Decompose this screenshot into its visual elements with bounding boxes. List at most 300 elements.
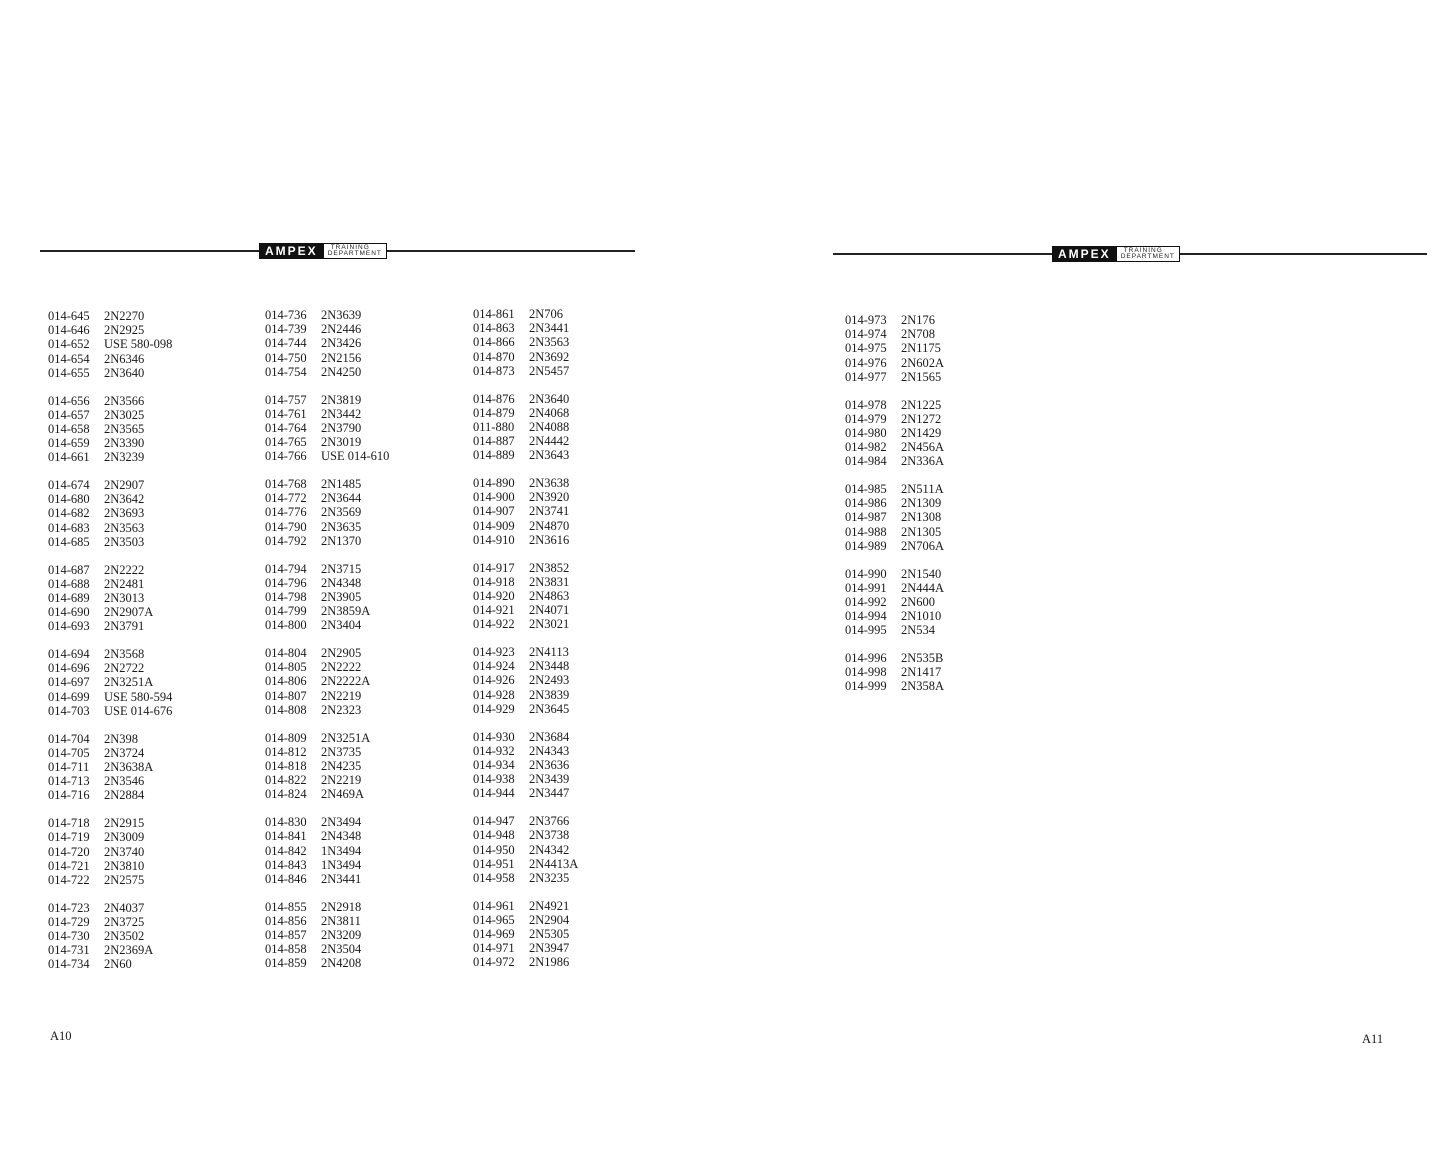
ampex-part-number: 014-792 xyxy=(265,533,307,548)
part-entry xyxy=(48,450,172,464)
jedec-equivalent: 2N3947 xyxy=(529,941,570,956)
part-group xyxy=(473,730,578,801)
part-entry xyxy=(265,421,389,435)
ampex-part-number: 014-889 xyxy=(473,448,515,463)
part-entry xyxy=(48,366,172,380)
ampex-part-number: 014-689 xyxy=(48,590,90,605)
ampex-part-number: 014-731 xyxy=(48,943,90,958)
part-entry xyxy=(265,520,389,534)
ampex-part-number: 014-697 xyxy=(48,675,90,690)
jedec-equivalent: 2N4442 xyxy=(529,434,570,449)
part-entry xyxy=(265,928,389,942)
jedec-equivalent: 2N2575 xyxy=(104,872,145,887)
ampex-part-number: 014-923 xyxy=(473,645,515,660)
jedec-equivalent: 2N3251A xyxy=(104,675,154,690)
part-entry xyxy=(845,327,944,341)
part-entry xyxy=(265,505,389,519)
part-entry xyxy=(265,576,389,590)
part-entry xyxy=(48,830,172,844)
ampex-part-number: 014-690 xyxy=(48,605,90,620)
part-group xyxy=(265,815,389,886)
jedec-equivalent: 2N4348 xyxy=(321,829,362,844)
part-entry xyxy=(265,815,389,829)
jedec-equivalent: 2N3565 xyxy=(104,421,145,436)
part-entry xyxy=(48,915,172,929)
part-entry xyxy=(265,900,389,914)
part-entry xyxy=(473,772,578,786)
ampex-part-number: 014-652 xyxy=(48,337,90,352)
jedec-equivalent: 2N3404 xyxy=(321,618,362,633)
jedec-equivalent: 2N3439 xyxy=(529,772,570,787)
part-entry xyxy=(265,618,389,632)
jedec-equivalent: 2N3441 xyxy=(321,871,362,886)
ampex-part-number: 014-930 xyxy=(473,729,515,744)
jedec-equivalent: 2N1272 xyxy=(901,411,942,426)
ampex-part-number: 014-958 xyxy=(473,870,515,885)
part-entry xyxy=(265,449,389,463)
ampex-part-number: 014-890 xyxy=(473,476,515,491)
part-entry xyxy=(265,477,389,491)
part-group xyxy=(845,482,944,553)
ampex-part-number: 014-657 xyxy=(48,407,90,422)
jedec-equivalent: 2N456A xyxy=(901,440,945,455)
ampex-part-number: 014-818 xyxy=(265,758,307,773)
jedec-equivalent: 2N1308 xyxy=(901,510,942,525)
part-entry xyxy=(265,787,389,801)
ampex-part-number: 014-984 xyxy=(845,454,887,469)
jedec-equivalent: 2N3859A xyxy=(321,604,371,619)
jedec-equivalent: 2N2270 xyxy=(104,309,145,323)
ampex-part-number: 014-646 xyxy=(48,323,90,338)
ampex-part-number: 014-704 xyxy=(48,731,90,746)
part-entry xyxy=(473,533,578,547)
part-group xyxy=(473,392,578,463)
ampex-part-number: 014-659 xyxy=(48,436,90,451)
ampex-part-number: 014-859 xyxy=(265,956,307,971)
part-entry xyxy=(48,591,172,605)
part-group xyxy=(48,816,172,887)
department-line1: TRAINING xyxy=(330,243,370,251)
ampex-logo xyxy=(1052,246,1180,262)
ampex-part-number: 014-857 xyxy=(265,928,307,943)
jedec-equivalent: 2N3684 xyxy=(529,729,570,744)
part-entry xyxy=(48,605,172,619)
jedec-equivalent: 2N3566 xyxy=(104,393,145,408)
ampex-part-number: 014-907 xyxy=(473,504,515,519)
jedec-equivalent: 2N3235 xyxy=(529,870,570,885)
ampex-part-number: 014-711 xyxy=(48,759,90,774)
part-entry xyxy=(845,412,944,426)
part-entry xyxy=(845,496,944,510)
page-number: A10 xyxy=(50,1029,72,1043)
jedec-equivalent: 2N398 xyxy=(104,731,139,746)
part-entry xyxy=(845,356,944,370)
part-entry xyxy=(473,350,578,364)
jedec-equivalent: 2N3239 xyxy=(104,450,145,465)
jedec-equivalent: 2N1309 xyxy=(901,496,942,511)
part-entry xyxy=(473,392,578,406)
ampex-part-number: 014-920 xyxy=(473,588,515,603)
jedec-equivalent: 2N2222 xyxy=(321,660,362,675)
ampex-part-number: 014-998 xyxy=(845,665,887,680)
ampex-part-number: 014-918 xyxy=(473,574,515,589)
ampex-part-number: 011-880 xyxy=(473,419,515,434)
ampex-part-number: 014-995 xyxy=(845,623,887,638)
ampex-part-number: 014-994 xyxy=(845,609,887,624)
part-entry xyxy=(265,844,389,858)
part-entry xyxy=(48,774,172,788)
part-entry xyxy=(265,646,389,660)
ampex-part-number: 014-744 xyxy=(265,336,307,351)
part-entry xyxy=(265,534,389,548)
ampex-part-number: 014-798 xyxy=(265,589,307,604)
jedec-equivalent: 2N3568 xyxy=(104,647,145,662)
jedec-equivalent: 2N3503 xyxy=(104,534,145,549)
jedec-equivalent: 2N3638 xyxy=(529,476,570,491)
ampex-part-number: 014-988 xyxy=(845,524,887,539)
ampex-part-number: 014-873 xyxy=(473,363,515,378)
ampex-part-number: 014-804 xyxy=(265,646,307,661)
part-entry xyxy=(845,525,944,539)
ampex-part-number: 014-674 xyxy=(48,478,90,493)
part-entry xyxy=(48,309,172,323)
ampex-part-number: 014-739 xyxy=(265,322,307,337)
ampex-part-number: 014-985 xyxy=(845,482,887,497)
ampex-part-number: 014-921 xyxy=(473,603,515,618)
jedec-equivalent: 2N2446 xyxy=(321,322,362,337)
ampex-part-number: 014-764 xyxy=(265,420,307,435)
jedec-equivalent: 2N3766 xyxy=(529,814,570,829)
ampex-part-number: 014-978 xyxy=(845,397,887,412)
ampex-part-number: 014-861 xyxy=(473,307,515,321)
part-group xyxy=(48,901,172,972)
ampex-part-number: 014-824 xyxy=(265,787,307,802)
jedec-equivalent: 2N2907A xyxy=(104,605,154,620)
part-entry xyxy=(265,491,389,505)
ampex-part-number: 014-917 xyxy=(473,560,515,575)
jedec-equivalent: 2N3811 xyxy=(321,913,361,928)
part-entry xyxy=(845,341,944,355)
part-entry xyxy=(473,335,578,349)
part-entry xyxy=(265,858,389,872)
jedec-equivalent: 2N3504 xyxy=(321,942,362,957)
ampex-part-number: 014-703 xyxy=(48,703,90,718)
jedec-equivalent: 2N4413A xyxy=(529,856,579,871)
part-entry xyxy=(265,590,389,604)
part-entry xyxy=(48,788,172,802)
part-entry xyxy=(473,786,578,800)
ampex-part-number: 014-855 xyxy=(265,899,307,914)
part-entry xyxy=(845,665,944,679)
jedec-equivalent: 2N2722 xyxy=(104,661,145,676)
part-entry xyxy=(265,393,389,407)
jedec-equivalent: 2N3791 xyxy=(104,619,145,634)
jedec-equivalent: 2N2323 xyxy=(321,702,362,717)
ampex-part-number: 014-980 xyxy=(845,425,887,440)
jedec-equivalent: 2N2369A xyxy=(104,943,154,958)
ampex-part-number: 014-938 xyxy=(473,772,515,787)
part-entry xyxy=(48,943,172,957)
jedec-equivalent: 2N706A xyxy=(901,538,945,553)
part-entry xyxy=(845,651,944,665)
jedec-equivalent: 2N3644 xyxy=(321,491,362,506)
jedec-equivalent: 2N4342 xyxy=(529,842,570,857)
jedec-equivalent: 2N3819 xyxy=(321,392,362,407)
part-entry xyxy=(473,744,578,758)
jedec-equivalent: USE 014-610 xyxy=(321,449,390,464)
ampex-part-number: 014-870 xyxy=(473,349,515,364)
jedec-equivalent: 2N5305 xyxy=(529,927,570,942)
part-group xyxy=(265,646,389,717)
jedec-equivalent: 2N3905 xyxy=(321,589,362,604)
ampex-part-number: 014-961 xyxy=(473,898,515,913)
part-entry xyxy=(265,604,389,618)
ampex-part-number: 014-790 xyxy=(265,519,307,534)
jedec-equivalent: 2N176 xyxy=(901,313,936,327)
part-entry xyxy=(845,440,944,454)
part-entry xyxy=(473,617,578,631)
jedec-equivalent: 2N3692 xyxy=(529,349,570,364)
part-entry xyxy=(265,829,389,843)
jedec-equivalent: 2N3441 xyxy=(529,321,570,336)
ampex-part-number: 014-991 xyxy=(845,580,887,595)
part-group xyxy=(48,478,172,549)
department-label xyxy=(1117,246,1180,262)
brand-name: AMPEX xyxy=(259,243,324,259)
part-group xyxy=(473,645,578,716)
ampex-part-number: 014-729 xyxy=(48,914,90,929)
part-entry xyxy=(473,490,578,504)
jedec-equivalent: 2N3426 xyxy=(321,336,362,351)
department-line2: DEPARTMENT xyxy=(327,250,382,257)
ampex-part-number: 014-776 xyxy=(265,505,307,520)
department-label xyxy=(324,243,387,259)
ampex-part-number: 014-722 xyxy=(48,872,90,887)
part-entry xyxy=(48,521,172,535)
jedec-equivalent: 2N358A xyxy=(901,679,945,694)
part-group xyxy=(48,563,172,634)
part-entry xyxy=(473,307,578,321)
jedec-equivalent: 2N3502 xyxy=(104,929,145,944)
ampex-part-number: 014-730 xyxy=(48,929,90,944)
part-entry xyxy=(473,476,578,490)
ampex-part-number: 014-909 xyxy=(473,518,515,533)
jedec-equivalent: 2N2222 xyxy=(104,562,145,577)
ampex-part-number: 014-944 xyxy=(473,786,515,801)
part-group xyxy=(473,899,578,970)
ampex-part-number: 014-705 xyxy=(48,745,90,760)
jedec-equivalent: USE 580-098 xyxy=(104,337,173,352)
ampex-part-number: 014-975 xyxy=(845,341,887,356)
part-entry xyxy=(473,406,578,420)
part-entry xyxy=(473,561,578,575)
ampex-part-number: 014-750 xyxy=(265,350,307,365)
part-entry xyxy=(473,673,578,687)
part-entry xyxy=(473,828,578,842)
ampex-part-number: 014-800 xyxy=(265,618,307,633)
ampex-part-number: 014-929 xyxy=(473,701,515,716)
part-group xyxy=(265,562,389,633)
ampex-part-number: 014-794 xyxy=(265,561,307,576)
ampex-part-number: 014-996 xyxy=(845,651,887,666)
part-group xyxy=(473,561,578,632)
part-group xyxy=(48,647,172,718)
department-line1: TRAINING xyxy=(1123,246,1163,254)
part-entry xyxy=(845,581,944,595)
jedec-equivalent: 2N706 xyxy=(529,307,564,321)
part-group xyxy=(265,900,389,971)
jedec-equivalent: 2N2925 xyxy=(104,323,145,338)
jedec-equivalent: 2N3839 xyxy=(529,687,570,702)
jedec-equivalent: 2N3448 xyxy=(529,659,570,674)
part-entry xyxy=(48,647,172,661)
ampex-part-number: 014-688 xyxy=(48,576,90,591)
part-entry xyxy=(473,899,578,913)
jedec-equivalent: 2N708 xyxy=(901,327,936,342)
jedec-equivalent: 2N3635 xyxy=(321,519,362,534)
ampex-part-number: 014-656 xyxy=(48,393,90,408)
jedec-equivalent: 2N3645 xyxy=(529,701,570,716)
part-entry xyxy=(473,955,578,969)
jedec-equivalent: 2N3025 xyxy=(104,407,145,422)
ampex-part-number: 014-950 xyxy=(473,842,515,857)
jedec-equivalent: 2N3724 xyxy=(104,745,145,760)
part-entry xyxy=(48,577,172,591)
jedec-equivalent: USE 580-594 xyxy=(104,689,173,704)
jedec-equivalent: 2N2219 xyxy=(321,688,362,703)
jedec-equivalent: 2N2915 xyxy=(104,816,145,831)
ampex-logo xyxy=(259,243,387,259)
part-entry xyxy=(473,575,578,589)
part-entry xyxy=(473,913,578,927)
part-entry xyxy=(48,901,172,915)
jedec-equivalent: 2N2884 xyxy=(104,788,145,803)
ampex-part-number: 014-713 xyxy=(48,774,90,789)
part-group xyxy=(265,308,389,379)
jedec-equivalent: 2N3616 xyxy=(529,532,570,547)
jedec-equivalent: 2N1175 xyxy=(901,341,941,356)
part-group xyxy=(48,309,172,380)
part-entry xyxy=(48,323,172,337)
ampex-part-number: 014-655 xyxy=(48,365,90,380)
part-entry xyxy=(473,321,578,335)
jedec-equivalent: 2N3021 xyxy=(529,617,570,632)
ampex-part-number: 014-934 xyxy=(473,757,515,772)
parts-column xyxy=(473,307,578,983)
jedec-equivalent: 2N2222A xyxy=(321,674,371,689)
ampex-part-number: 014-687 xyxy=(48,562,90,577)
part-entry xyxy=(48,535,172,549)
jedec-equivalent: 2N3447 xyxy=(529,786,570,801)
ampex-part-number: 014-887 xyxy=(473,434,515,449)
jedec-equivalent: 2N2907 xyxy=(104,478,145,493)
part-entry xyxy=(48,352,172,366)
part-entry xyxy=(845,567,944,581)
part-entry xyxy=(473,730,578,744)
part-entry xyxy=(265,759,389,773)
ampex-part-number: 014-989 xyxy=(845,538,887,553)
part-group xyxy=(48,394,172,465)
part-entry xyxy=(473,702,578,716)
jedec-equivalent: 2N3740 xyxy=(104,844,145,859)
ampex-part-number: 014-723 xyxy=(48,900,90,915)
ampex-part-number: 014-900 xyxy=(473,490,515,505)
jedec-equivalent: 2N3009 xyxy=(104,830,145,845)
ampex-part-number: 014-982 xyxy=(845,440,887,455)
part-entry xyxy=(473,941,578,955)
ampex-part-number: 014-661 xyxy=(48,450,90,465)
jedec-equivalent: 2N3640 xyxy=(529,391,570,406)
ampex-part-number: 014-971 xyxy=(473,941,515,956)
jedec-equivalent: 2N3638A xyxy=(104,759,154,774)
jedec-equivalent: 2N3735 xyxy=(321,744,362,759)
jedec-equivalent: 2N4863 xyxy=(529,588,570,603)
ampex-part-number: 014-879 xyxy=(473,405,515,420)
part-group xyxy=(473,476,578,547)
part-entry xyxy=(48,619,172,633)
ampex-part-number: 014-808 xyxy=(265,702,307,717)
part-entry xyxy=(48,563,172,577)
ampex-part-number: 014-976 xyxy=(845,355,887,370)
jedec-equivalent: 2N3013 xyxy=(104,590,145,605)
jedec-equivalent: 2N3494 xyxy=(321,815,362,830)
jedec-equivalent: 2N3831 xyxy=(529,574,570,589)
part-entry xyxy=(48,704,172,718)
part-entry xyxy=(48,506,172,520)
part-entry xyxy=(265,703,389,717)
jedec-equivalent: 2N4071 xyxy=(529,603,570,618)
jedec-equivalent: 2N1370 xyxy=(321,533,362,548)
ampex-part-number: 014-924 xyxy=(473,659,515,674)
parts-column xyxy=(845,313,944,707)
ampex-part-number: 014-807 xyxy=(265,688,307,703)
ampex-part-number: 014-799 xyxy=(265,604,307,619)
jedec-equivalent: 2N1010 xyxy=(901,609,942,624)
ampex-part-number: 014-992 xyxy=(845,594,887,609)
part-entry xyxy=(845,482,944,496)
ampex-part-number: 014-718 xyxy=(48,816,90,831)
part-group xyxy=(48,732,172,803)
jedec-equivalent: 2N3563 xyxy=(104,520,145,535)
ampex-part-number: 014-658 xyxy=(48,421,90,436)
part-entry xyxy=(48,408,172,422)
part-entry xyxy=(48,746,172,760)
part-entry xyxy=(48,859,172,873)
part-entry xyxy=(265,322,389,336)
jedec-equivalent: 2N3810 xyxy=(104,858,145,873)
part-entry xyxy=(473,434,578,448)
ampex-part-number: 014-965 xyxy=(473,912,515,927)
part-entry xyxy=(48,337,172,351)
ampex-part-number: 014-682 xyxy=(48,506,90,521)
part-group xyxy=(265,477,389,548)
ampex-part-number: 014-796 xyxy=(265,575,307,590)
part-entry xyxy=(845,454,944,468)
part-group xyxy=(265,393,389,464)
jedec-equivalent: 2N1225 xyxy=(901,397,942,412)
jedec-equivalent: 2N444A xyxy=(901,580,945,595)
jedec-equivalent: 2N3790 xyxy=(321,420,362,435)
part-entry xyxy=(265,745,389,759)
jedec-equivalent: 2N4088 xyxy=(529,419,570,434)
jedec-equivalent: 2N336A xyxy=(901,454,945,469)
part-group xyxy=(845,651,944,694)
jedec-equivalent: 2N1986 xyxy=(529,955,570,970)
part-group xyxy=(473,307,578,378)
part-entry xyxy=(265,336,389,350)
part-entry xyxy=(48,478,172,492)
ampex-part-number: 014-822 xyxy=(265,773,307,788)
